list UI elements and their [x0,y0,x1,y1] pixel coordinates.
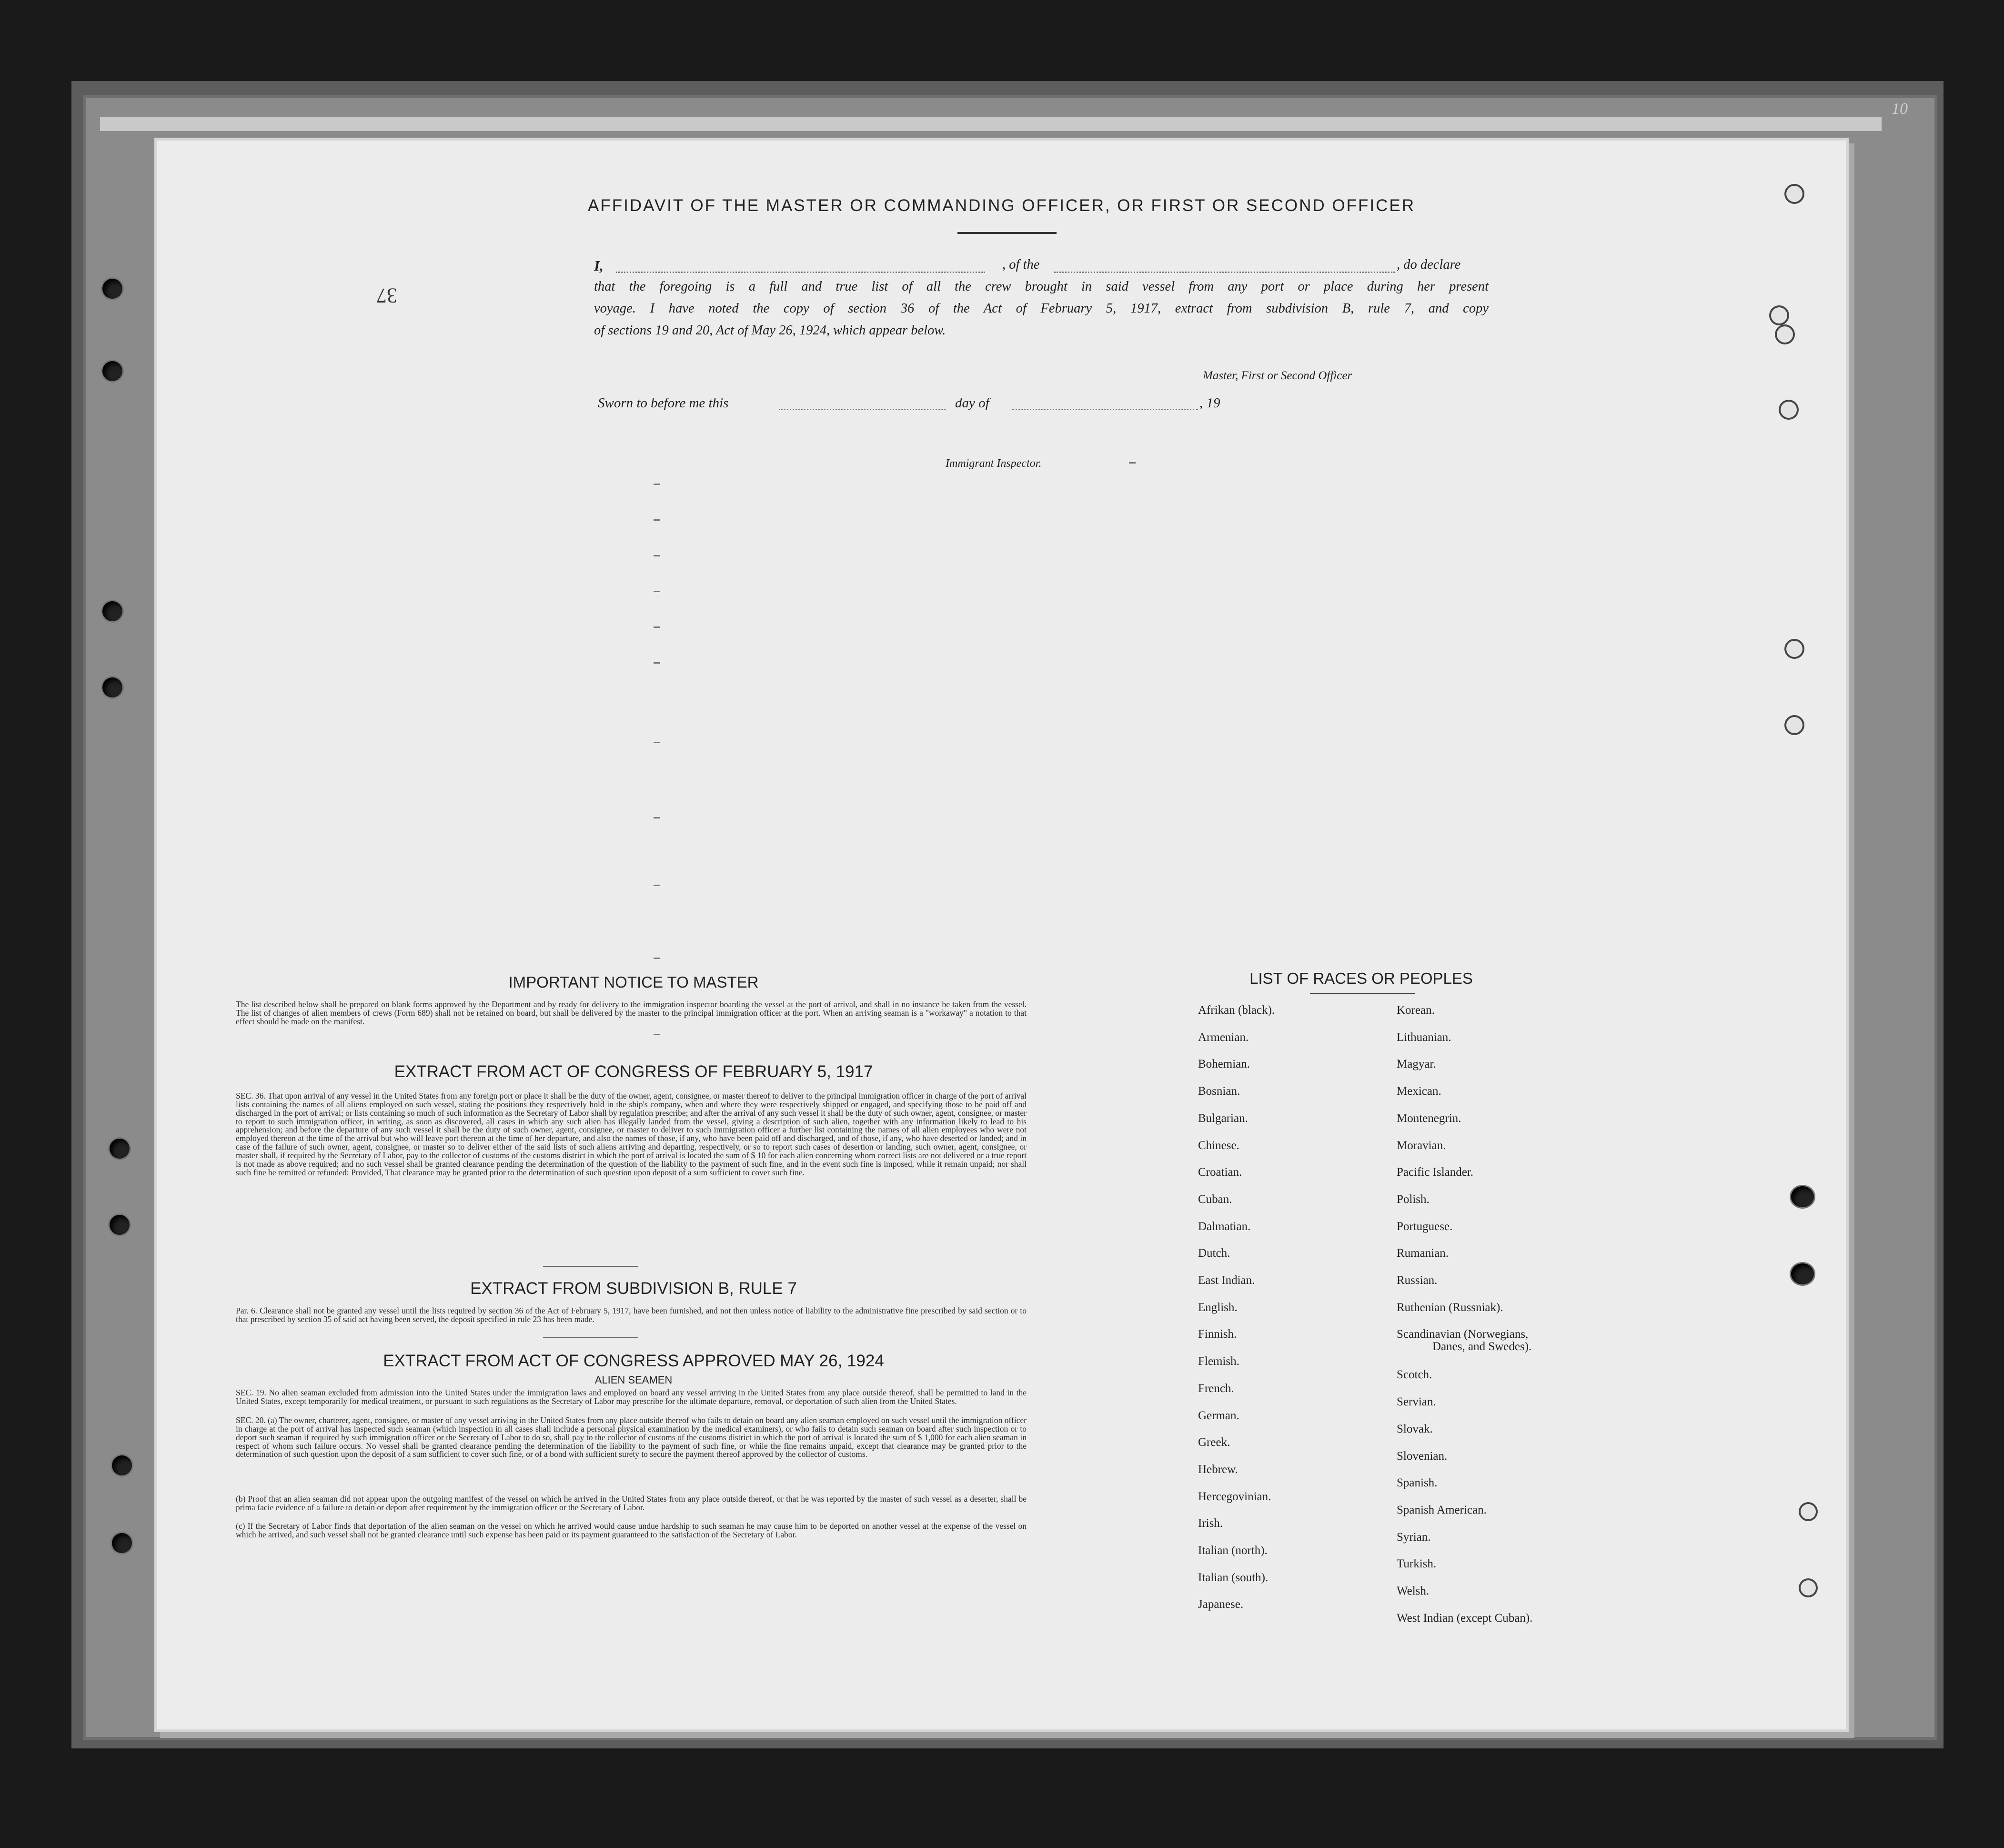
stub-mark [1129,462,1136,464]
race-item: Dutch. [1198,1247,1230,1260]
inspector-label: Immigrant Inspector. [946,457,1042,470]
extract-1924-title: EXTRACT FROM ACT OF CONGRESS APPROVED MAY 26, 1924 [383,1352,884,1370]
binder-hole [1791,1186,1814,1207]
margin-mark: 37 [376,284,397,307]
binder-hole [1801,1504,1816,1519]
extract-rule7-title: EXTRACT FROM SUBDIVISION B, RULE 7 [470,1279,797,1298]
race-item: Armenian. [1198,1030,1249,1044]
day-of-label: day of [955,395,989,411]
vessel-field[interactable] [1054,272,1395,273]
race-item: Hercegovinian. [1198,1490,1271,1503]
stub-mark [654,1034,660,1035]
extract-1924-sec19: SEC. 19. No alien seaman excluded from admission into the United States under the immigration laws and employed on board any vessel arriving in the United States from any place outside thereof, shall be permitted to land in the United States, except temporarily for medical treatment, or pursuant to such regulations as the Secretary of Labor may prescribe for the ultimate departure, removal, or deportation of such alien from the United States. [236,1388,1027,1406]
binder-hole [1791,1263,1814,1284]
extract-1924-subtitle: ALIEN SEAMEN [594,1374,673,1386]
sworn-line [157,395,1846,414]
race-item: Turkish. [1397,1557,1437,1571]
binder-hole [1801,1580,1816,1596]
race-item: Ruthenian (Russniak). [1397,1301,1503,1314]
stub-mark [654,817,660,818]
races-right-column [1397,1004,1682,1628]
page-number: 10 [1892,100,1908,118]
notice-title: IMPORTANT NOTICE TO MASTER [508,973,759,991]
race-item: Mexican. [1397,1085,1441,1098]
race-item: Irish. [1198,1517,1223,1530]
affidavit-line-3: voyage. I have noted the copy of section 36 of the Act of February 5, 1917, extract from subdivision B, rule 7, and copy [594,301,1489,316]
race-item: Cuban. [1198,1192,1232,1206]
section-rule [543,1337,638,1338]
race-item: Welsh. [1397,1585,1430,1598]
stub-mark [654,662,660,664]
race-item: Chinese. [1198,1139,1239,1152]
extract-1924-sec20c: (c) If the Secretary of Labor finds that deportation of the alien seaman on the vessel on which he arrived would cause undue hardship to such seaman he may cause him to be deported on another vessel at the expense of the vessel on which he arrived, and such vessel shall not be granted clearance until such expense has been paid or its payment guaranteed to the satisfaction of the Secretary of Labor. [236,1521,1027,1539]
affidavit-line-2: that the foregoing is a full and true list of all the crew brought in said vessel from any port or place during her present [594,279,1489,294]
race-item: Dalmatian. [1198,1220,1251,1233]
race-item: Spanish American. [1397,1503,1487,1516]
month-field[interactable] [1012,409,1198,410]
extract-1924-sec20b: (b) Proof that an alien seaman did not appear upon the outgoing manifest of the vessel on which he arrived in the United States from any place outside thereof, or that he was reported by the master of such vessel as a deserter, shall be prima facie evidence of a failure to detain or deport after requirement by the immigration officer or the Secretary of Labor. [236,1494,1027,1512]
race-item: Flemish. [1198,1355,1239,1368]
affidavit-line-4: of sections 19 and 20, Act of May 26, 1924, which appear below. [594,323,946,338]
race-item: Scotch. [1397,1368,1432,1382]
race-item: Rumanian. [1397,1247,1449,1260]
extract-1924-sec20a: SEC. 20. (a) The owner, charterer, agent, consignee, or master of any vessel arriving in the United States from any place outside thereof who fails to detain on board any alien seaman employed on such vessel until the immigration officer in charge at the port of arrival has inspected such seaman (which inspection in all cases shall include a personal physical examination by the medical examiners), or who fails to detain such seaman on board after such inspection or to deport such seaman if required by such immigration officer or the Secretary of Labor to do so, shall pay to the collector of customs of the customs district in which the port of arrival is located the sum of $ 1,000 for each alien seaman in respect of whom such failure occurs. No vessel shall be granted clearance pending the determination of the liability to the payment of such fine, or while the fine remains unpaid, except that clearance may be granted prior to the determination of such question upon the deposit of a sum sufficient to cover such fine, or of a bond with sufficient surety to secure the payment thereof approved by the collector of customs. [236,1415,1027,1459]
race-item: Bohemian. [1198,1058,1250,1071]
stub-mark [654,555,660,556]
stub-mark [654,626,660,628]
binder-hole [102,677,122,697]
master-label: Master, First or Second Officer [1203,369,1352,382]
race-item: Bulgarian. [1198,1111,1248,1125]
races-title: LIST OF RACES OR PEOPLES [1249,969,1473,987]
binder-hole [110,1139,130,1159]
race-item: Japanese. [1198,1598,1244,1611]
race-item: Portuguese. [1397,1220,1453,1233]
race-item: Pacific Islander. [1397,1166,1474,1179]
race-item: Polish. [1397,1192,1430,1206]
race-item: West Indian (except Cuban). [1397,1611,1533,1625]
race-item: East Indian. [1198,1274,1255,1287]
race-item: English. [1198,1301,1238,1314]
race-item: Servian. [1397,1395,1436,1409]
affidavit-body [157,257,1846,353]
race-item: Spanish. [1397,1476,1438,1490]
binder-hole [110,1215,130,1235]
binder-hole [102,601,122,621]
race-item: Moravian. [1397,1139,1446,1152]
binder-hole [102,279,122,299]
race-item: Magyar. [1397,1058,1436,1071]
affidavit-title: AFFIDAVIT OF THE MASTER OR COMMANDING OFFICER, OR FIRST OR SECOND OFFICER [587,196,1416,215]
affidavit-page [157,100,1908,1729]
race-item: Montenegrin. [1397,1111,1461,1125]
binder-hole [112,1455,132,1475]
race-item: German. [1198,1409,1239,1422]
race-item: Greek. [1198,1436,1230,1449]
binder-hole [1786,641,1803,657]
race-item: Slovak. [1397,1422,1433,1435]
races-left-column [1198,1004,1379,1628]
stub-mark [654,519,660,521]
races-rule [1310,993,1415,994]
race-item: Lithuanian. [1397,1030,1451,1044]
race-item: French. [1198,1382,1234,1395]
extract-1917-title: EXTRACT FROM ACT OF CONGRESS OF FEBRUARY 5, 1917 [394,1062,873,1081]
notice-body: The list described below shall be prepared on blank forms approved by the Department and by ready for delivery to the immigration inspector boarding the vessel at the port of arrival, and shall in no instance be taken from the vessel. The list of changes of alien members of crews (Form 689) shall not be retained on board, but shall be delivered by the master to the principal immigration officer at the port. When an arriving seaman is a "workaway" a notation to that effect should be made on the manifest. [236,1000,1027,1026]
race-item: Korean. [1397,1004,1435,1017]
race-item: Russian. [1397,1274,1438,1287]
stub-mark [654,885,660,886]
underlying-sheet-edge [100,117,1882,131]
declare-label: , do declare [1397,257,1461,272]
sworn-label: Sworn to before me this [598,395,729,411]
race-item: Scandinavian (Norwegians, [1397,1328,1529,1341]
extract-rule7-body: Par. 6. Clearance shall not be granted any vessel until the lists required by section 36 of the Act of February 5, 1917, have been furnished, and not then unless notice of liability to the administrative fine prescribed by said section or to that prescribed by section 35 of said act having been served, the deposit specified in rule 23 has been made. [236,1306,1027,1324]
race-item: Italian (north). [1198,1544,1268,1557]
race-item: Bosnian. [1198,1085,1240,1098]
race-item: Finnish. [1198,1328,1237,1341]
race-item: Italian (south). [1198,1571,1269,1584]
of-the-label: , of the [1002,257,1040,272]
extract-1917-body: SEC. 36. That upon arrival of any vessel in the United States from any foreign port or place it shall be the duty of the owner, agent, consignee, or master thereof to deliver to the principal immigration officer in charge of the port of arrival lists containing the names of all aliens employed on such vessel, stating the positions they respectively hold in the ship's company, when and where they were respectively shipped or engaged, and specifying those to be paid off and discharged in the port of arrival; or lists containing so much of such information as the Secretary of Labor shall by regulation prescribe; and after the arrival of any such vessel it shall be the duty of such owner, agent, consignee, or master to report to such immigration officer, in writing, as soon as discovered, all cases in which any such alien has illegally landed from the vessel, giving a description of such alien, together with any information likely to lead to his apprehension; and before the departure of any such vessel it shall be the duty of such owner, agent, consignee, or master to deliver to such immigration officer a further list containing the names of all alien employees who were not employed thereon at the time of the arrival but who will leave port thereon at the time of her departure, and also the names of those, if any, who have been paid off and discharged, and of those, if any, who have deserted or landed; and in case of the failure of such owner, agent, consignee, or master so to deliver either of the said lists of such aliens arriving and departing, respectively, or so to report such cases of desertion or landing, such owner, agent, consignee, or master shall, if required by the Secretary of Labor, pay to the collector of customs of the customs district in which the port of arrival is located the sum of $ 10 for each alien concerning whom correct lists are not delivered or a true report is not made as above required; and no such vessel shall be granted clearance pending the determination of the question of the liability to the payment of such fine, and in the event such fine is imposed, while it remain unpaid; nor shall such fine be remitted or refunded: Provided, That clearance may be granted prior to the determination of such question upon deposit of a sum sufficient to cover such fine. [236,1091,1027,1177]
race-item: Syrian. [1397,1530,1431,1544]
day-field[interactable] [779,409,946,410]
affidavit-i: I, [594,257,604,274]
title-rule [957,232,1057,234]
stub-mark [654,742,660,743]
race-item: Hebrew. [1198,1463,1238,1476]
section-rule [543,1266,638,1267]
year-label: , 19 [1199,395,1220,411]
stub-mark [654,958,660,959]
name-field[interactable] [616,272,985,273]
binder-hole [1786,717,1803,733]
race-item: Afrikan (black). [1198,1004,1275,1017]
binder-hole [102,361,122,381]
stub-mark [654,591,660,592]
stub-mark [654,484,660,485]
race-item: Danes, and Swedes). [1432,1340,1532,1353]
race-item: Slovenian. [1397,1449,1448,1463]
binder-hole [112,1533,132,1553]
race-item: Croatian. [1198,1166,1242,1179]
